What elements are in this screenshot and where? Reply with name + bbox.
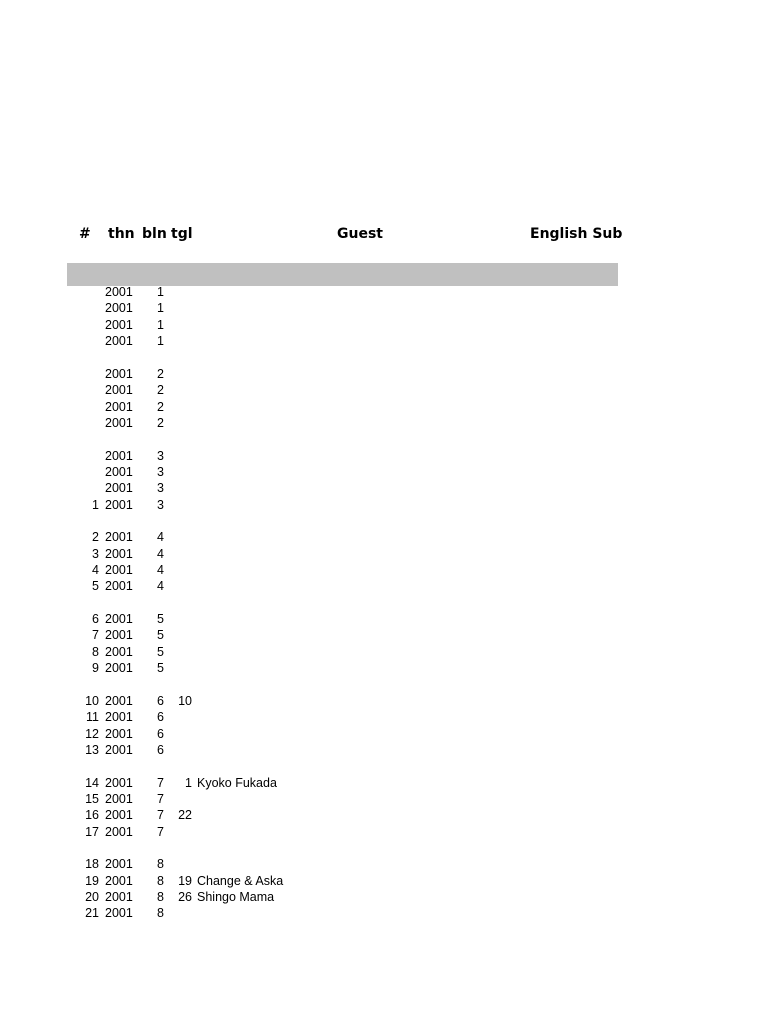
cell-bln: 1 [157, 317, 164, 332]
cell-thn: 2001 [105, 824, 133, 839]
table-row [0, 873, 768, 889]
cell-thn: 2001 [105, 546, 133, 561]
cell-bln: 3 [157, 497, 164, 512]
cell-thn: 2001 [105, 334, 133, 349]
cell-bln: 8 [157, 906, 164, 921]
cell-thn: 2001 [105, 399, 133, 414]
cell-thn: 2001 [105, 415, 133, 430]
cell-num: 4 [92, 563, 99, 577]
table-row [0, 709, 768, 725]
table-row [0, 807, 768, 823]
table-row [0, 775, 768, 791]
cell-num: 14 [85, 775, 99, 790]
table-row [0, 627, 768, 643]
table-row [0, 448, 768, 464]
cell-thn: 2001 [105, 808, 133, 823]
cell-guest: Kyoko Fukada [197, 775, 277, 790]
table-row [0, 300, 768, 316]
cell-tgl: 1 [185, 775, 192, 790]
cell-thn: 2001 [105, 464, 133, 479]
cell-num: 20 [85, 890, 99, 904]
cell-thn: 2001 [105, 285, 133, 299]
cell-num: 21 [85, 906, 99, 921]
cell-thn: 2001 [105, 530, 133, 545]
header-num: # [79, 226, 91, 242]
cell-num: 19 [85, 873, 99, 888]
cell-bln: 6 [157, 726, 164, 741]
table-row [0, 529, 768, 545]
cell-bln: 5 [157, 612, 164, 626]
cell-bln: 4 [157, 530, 164, 545]
cell-thn: 2001 [105, 481, 133, 496]
table-row [0, 644, 768, 660]
cell-bln: 6 [157, 693, 164, 708]
cell-num: 8 [92, 644, 99, 659]
cell-thn: 2001 [105, 726, 133, 741]
cell-bln: 5 [157, 644, 164, 659]
cell-thn: 2001 [105, 612, 133, 626]
table-row [0, 889, 768, 905]
cell-num: 15 [85, 791, 99, 806]
cell-num: 18 [85, 857, 99, 872]
table-row [0, 693, 768, 709]
cell-bln: 3 [157, 464, 164, 479]
cell-num: 6 [92, 612, 99, 626]
cell-bln: 7 [157, 808, 164, 823]
cell-guest: Shingo Mama [197, 890, 275, 904]
table-row [0, 742, 768, 758]
cell-bln: 2 [157, 415, 164, 430]
cell-tgl: 19 [178, 873, 192, 888]
cell-thn: 2001 [105, 857, 133, 872]
cell-thn: 2001 [105, 742, 133, 757]
cell-thn: 2001 [105, 873, 133, 888]
table-row [0, 415, 768, 431]
table-row [0, 660, 768, 676]
cell-num: 1 [92, 497, 99, 512]
table-row [0, 562, 768, 578]
cell-num: 16 [85, 808, 99, 823]
table-row [0, 497, 768, 513]
table-row [0, 464, 768, 480]
table-row [0, 366, 768, 382]
cell-thn: 2001 [105, 906, 133, 921]
cell-thn: 2001 [105, 644, 133, 659]
table-row [0, 546, 768, 562]
cell-thn: 2001 [105, 775, 133, 790]
header-english-sub: English Sub [530, 226, 623, 242]
cell-num: 13 [85, 742, 99, 757]
cell-thn: 2001 [105, 628, 133, 643]
cell-thn: 2001 [105, 710, 133, 725]
cell-bln: 1 [157, 301, 164, 316]
cell-bln: 2 [157, 366, 164, 381]
cell-thn: 2001 [105, 497, 133, 512]
cell-num: 11 [86, 710, 99, 725]
cell-num: 7 [92, 628, 99, 643]
cell-bln: 3 [157, 448, 164, 463]
cell-bln: 8 [157, 873, 164, 888]
cell-bln: 2 [157, 383, 164, 398]
cell-thn: 2001 [105, 661, 133, 676]
table-row [0, 333, 768, 349]
table-row [0, 791, 768, 807]
cell-num: 5 [92, 579, 99, 594]
cell-bln: 4 [157, 579, 164, 594]
table-row [0, 284, 768, 300]
cell-bln: 4 [157, 546, 164, 561]
cell-bln: 1 [157, 334, 164, 349]
cell-thn: 2001 [105, 366, 133, 381]
cell-thn: 2001 [105, 383, 133, 398]
cell-thn: 2001 [105, 890, 133, 904]
cell-bln: 8 [157, 890, 164, 904]
header-bln: bln [142, 226, 167, 242]
cell-thn: 2001 [105, 579, 133, 594]
table-row [0, 905, 768, 921]
table-row [0, 856, 768, 872]
header-guest: Guest [337, 226, 383, 242]
cell-num: 17 [85, 824, 99, 839]
table-row [0, 824, 768, 840]
cell-bln: 2 [157, 399, 164, 414]
cell-bln: 6 [157, 710, 164, 725]
cell-bln: 7 [157, 775, 164, 790]
cell-bln: 4 [157, 563, 164, 577]
cell-num: 3 [92, 546, 99, 561]
cell-thn: 2001 [105, 301, 133, 316]
cell-bln: 8 [157, 857, 164, 872]
cell-bln: 7 [157, 791, 164, 806]
table-row [0, 726, 768, 742]
cell-bln: 5 [157, 628, 164, 643]
cell-thn: 2001 [105, 791, 133, 806]
cell-thn: 2001 [105, 563, 133, 577]
cell-thn: 2001 [105, 317, 133, 332]
cell-tgl: 26 [178, 890, 192, 904]
cell-bln: 3 [157, 481, 164, 496]
cell-num: 12 [85, 726, 99, 741]
cell-num: 9 [92, 661, 99, 676]
table-row [0, 399, 768, 415]
cell-num: 10 [85, 693, 99, 708]
cell-thn: 2001 [105, 693, 133, 708]
cell-num: 2 [92, 530, 99, 545]
cell-tgl: 22 [178, 808, 192, 823]
header-tgl: tgl [171, 226, 193, 242]
table-row [0, 480, 768, 496]
cell-bln: 7 [157, 824, 164, 839]
table-row [0, 382, 768, 398]
header-thn: thn [108, 226, 135, 242]
table-row [0, 317, 768, 333]
table-row [0, 611, 768, 627]
cell-thn: 2001 [105, 448, 133, 463]
cell-bln: 6 [157, 742, 164, 757]
cell-guest: Change & Aska [197, 873, 284, 888]
table-row [0, 578, 768, 594]
cell-bln: 1 [157, 285, 164, 299]
cell-tgl: 10 [178, 693, 192, 708]
cell-bln: 5 [157, 661, 164, 676]
